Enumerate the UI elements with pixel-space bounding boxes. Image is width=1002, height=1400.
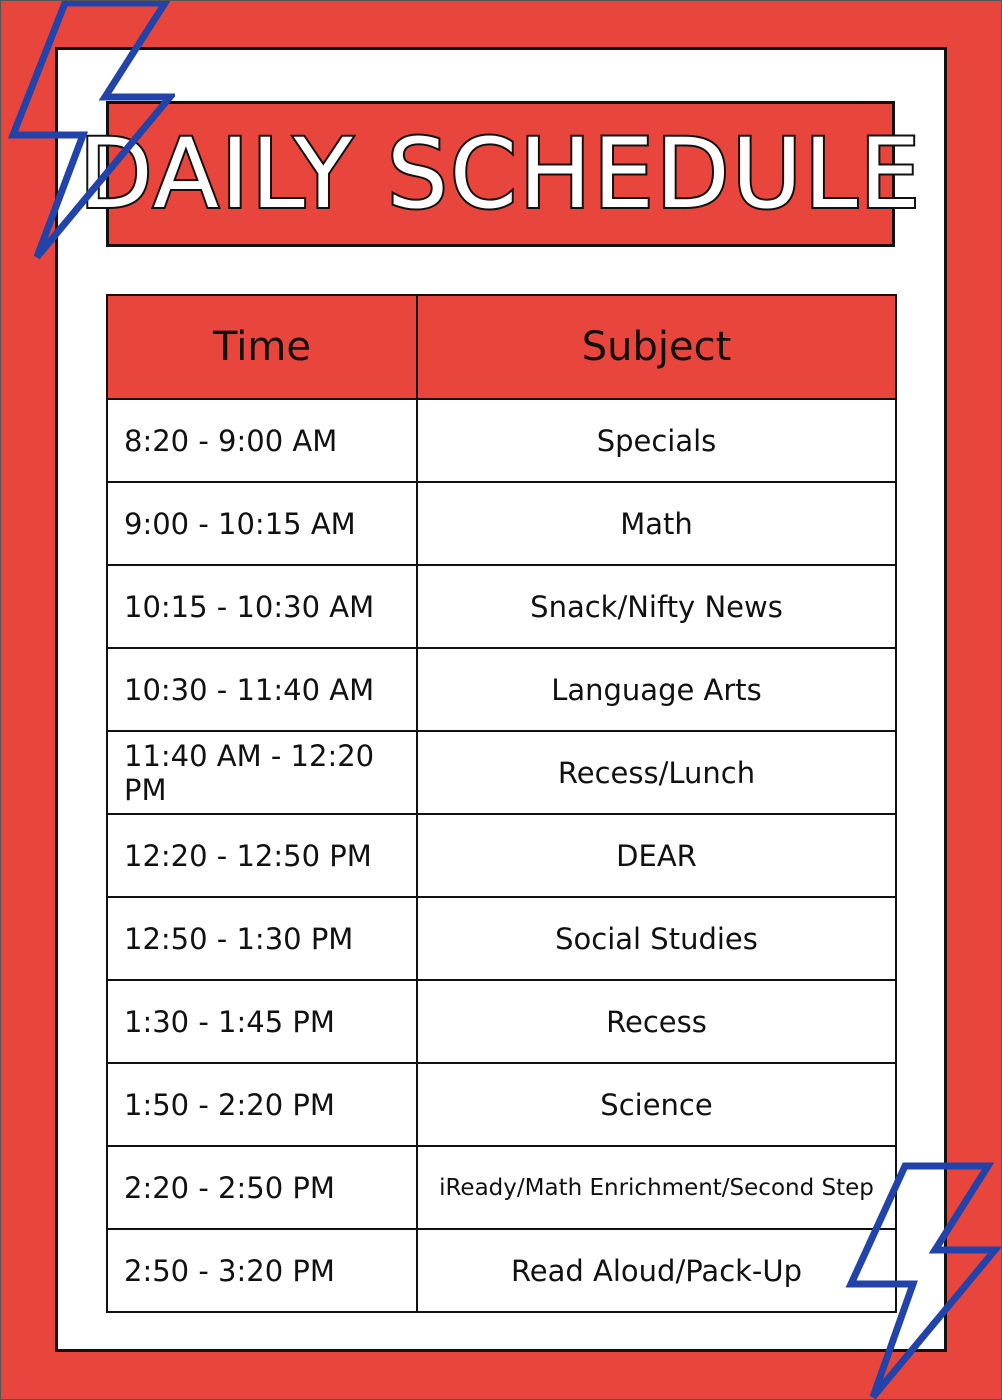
subject-cell: Social Studies — [417, 897, 896, 980]
title-banner — [78, 101, 923, 247]
subject-cell: Science — [417, 1063, 896, 1146]
subject-cell: Language Arts — [417, 648, 896, 731]
table-row — [107, 897, 896, 980]
table-row — [107, 482, 896, 565]
time-cell: 2:20 - 2:50 PM — [107, 1146, 417, 1229]
table-row — [107, 648, 896, 731]
lightning-bolt-icon — [845, 1162, 1002, 1400]
subject-cell: Snack/Nifty News — [417, 565, 896, 648]
subject-cell: Read Aloud/Pack-Up — [417, 1229, 896, 1312]
subject-cell: Specials — [417, 399, 896, 482]
table-header-row — [107, 295, 896, 399]
table-row — [107, 565, 896, 648]
time-cell: 12:20 - 12:50 PM — [107, 814, 417, 897]
time-cell: 1:50 - 2:20 PM — [107, 1063, 417, 1146]
table-row — [107, 1146, 896, 1229]
time-cell: 11:40 AM - 12:20 PM — [107, 731, 417, 814]
subject-cell: DEAR — [417, 814, 896, 897]
time-cell: 10:15 - 10:30 AM — [107, 565, 417, 648]
subject-cell: Recess — [417, 980, 896, 1063]
time-cell: 10:30 - 11:40 AM — [107, 648, 417, 731]
time-cell: 9:00 - 10:15 AM — [107, 482, 417, 565]
table-row — [107, 1229, 896, 1312]
time-cell: 8:20 - 9:00 AM — [107, 399, 417, 482]
subject-cell: Math — [417, 482, 896, 565]
time-cell: 1:30 - 1:45 PM — [107, 980, 417, 1063]
subject-cell: iReady/Math Enrichment/Second Step — [417, 1146, 896, 1229]
table-row — [107, 980, 896, 1063]
schedule-table — [106, 294, 897, 1313]
table-row — [107, 814, 896, 897]
subject-column-header: Subject — [417, 295, 896, 399]
table-row — [107, 1063, 896, 1146]
time-column-header: Time — [107, 295, 417, 399]
page-title: DAILY SCHEDULE — [78, 118, 923, 230]
table-row — [107, 399, 896, 482]
lightning-bolt-icon — [5, 0, 175, 262]
subject-cell: Recess/Lunch — [417, 731, 896, 814]
time-cell: 12:50 - 1:30 PM — [107, 897, 417, 980]
time-cell: 2:50 - 3:20 PM — [107, 1229, 417, 1312]
table-row — [107, 731, 896, 814]
